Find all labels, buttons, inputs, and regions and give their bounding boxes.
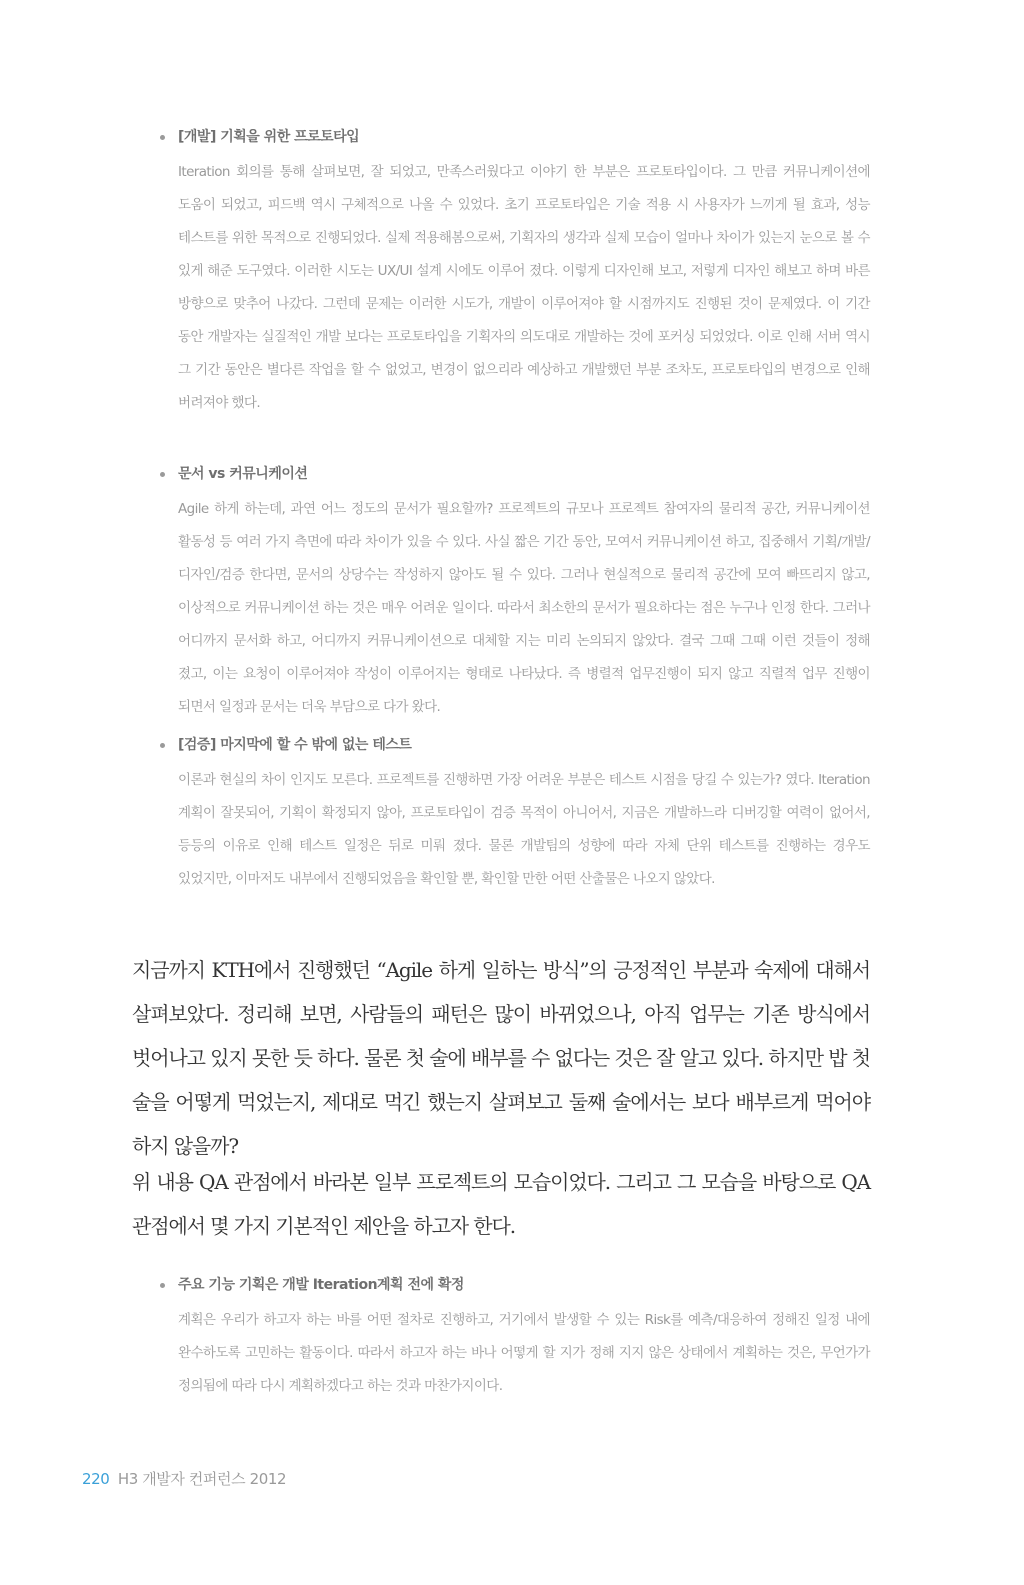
section-prototype [160,127,870,420]
main-paragraph-intro: 위 내용 QA 관점에서 바라본 일부 프로젝트의 모습이었다. 그리고 그 모습을 바탕으로 QA 관점에서 몇 가지 기본적인 제안을 하고자 한다. [132,1170,870,1238]
section-body: 계획은 우리가 하고자 하는 바를 어떤 절차로 진행하고, 거기에서 발생할 수 있는 Risk를 예측/대응하여 정해진 일정 내에 완수하도록 고민하는 활동이다. 따라서 하고자 하는 바나 어떻게 할 지가 정해 지지 않은 상태에서 계획하는 것은, 무언가가 정의됨에 따라 다시 계획하겠다고 하는 것과 마찬가지이다. [178,1312,870,1394]
bullet-icon [160,1283,165,1288]
section-documents [160,464,870,724]
section-title: [검증] 마지막에 할 수 밖에 없는 테스트 [178,737,412,753]
section-testing [160,735,870,896]
page-footer [82,1468,286,1490]
page-number: 220 [82,1470,110,1488]
section-body: 이론과 현실의 차이 인지도 모른다. 프로젝트를 진행하면 가장 어려운 부분은 테스트 시점을 당길 수 있는가? 였다. Iteration 계획이 잘못되어, 기획이 확정되지 않아, 프로토타입이 검증 목적이 아니어서, 지금은 개발하느라 디버깅할 여력이 없어서, 등등의 이유로 인해 테스트 일정은 뒤로 미뤄 졌다. 물론 개발팀의 성향에 따라 자체 단위 테스트를 진행하는 경우도 있었지만, 이마저도 내부에서 진행되었음을 확인할 뿐, 확인할 만한 어떤 산출물은 나오지 않았다. [178,772,870,887]
section-proposal [160,1275,870,1403]
bullet-icon [160,472,165,477]
section-title: [개발] 기획을 위한 프로토타입 [178,129,360,145]
section-title: 문서 vs 커뮤니케이션 [178,466,308,482]
section-body: Agile 하게 하는데, 과연 어느 정도의 문서가 필요할까? 프로젝트의 규모나 프로젝트 참여자의 물리적 공간, 커뮤니케이션 활동성 등 여러 가지 측면에 따라 차이가 있을 수 있다. 사실 짧은 기간 동안, 모여서 커뮤니케이션 하고, 집중해서 기획/개발/디자인/검증 한다면, 문서의 상당수는 작성하지 않아도 될 수 있다. 그러나 현실적으로 물리적 공간에 모여 빠뜨리지 않고, 이상적으로 커뮤니케이션 하는 것은 매우 어려운 일이다. 따라서 최소한의 문서가 필요하다는 점은 누구나 인정 한다. 그러나 어디까지 문서화 하고, 어디까지 커뮤니케이션으로 대체할 지는 미리 논의되지 않았다. 결국 그때 그때 이런 것들이 정해 졌고, 이는 요청이 이루어져야 작성이 이루어지는 형태로 나타났다. 즉 병렬적 업무진행이 되지 않고 직렬적 업무 진행이 되면서 일정과 문서는 더욱 부담으로 다가 왔다. [178,501,870,715]
main-paragraph-summary: 지금까지 KTH에서 진행했던 “Agile 하게 일하는 방식”의 긍정적인 부분과 숙제에 대해서 살펴보았다. 정리해 보면, 사람들의 패턴은 많이 바뀌었으나, 아직 업무는 기존 방식에서 벗어나고 있지 못한 듯 하다. 물론 첫 술에 배부를 수 없다는 것은 잘 알고 있다. 하지만 밥 첫 술을 어떻게 먹었는지, 제대로 먹긴 했는지 살펴보고 둘째 술에서는 보다 배부르게 먹어야 하지 않을까? [132,958,870,1158]
bullet-icon [160,743,165,748]
section-body: Iteration 회의를 통해 살펴보면, 잘 되었고, 만족스러웠다고 이야기 한 부분은 프로토타입이다. 그 만큼 커뮤니케이션에 도움이 되었고, 피드백 역시 구체적으로 나올 수 있었다. 초기 프로토타입은 기술 적용 시 사용자가 느끼게 될 효과, 성능 테스트를 위한 목적으로 진행되었다. 실제 적용해봄으로써, 기획자의 생각과 실제 모습이 얼마나 차이가 있는지 눈으로 볼 수 있게 해준 도구였다. 이러한 시도는 UX/UI 설계 시에도 이루어 졌다. 이렇게 디자인해 보고, 저렇게 디자인 해보고 하며 바른 방향으로 맞추어 나갔다. 그런데 문제는 이러한 시도가, 개발이 이루어져야 할 시점까지도 진행된 것이 문제였다. 이 기간 동안 개발자는 실질적인 개발 보다는 프로토타입을 기획자의 의도대로 개발하는 것에 포커싱 되었었다. 이로 인해 서버 역시 그 기간 동안은 별다른 작업을 할 수 없었고, 변경이 없으리라 예상하고 개발했던 부분 조차도, 프로토타입의 변경으로 인해 버려져야 했다. [178,164,870,411]
book-title: H3 개발자 컨퍼런스 2012 [117,1470,287,1488]
section-title: 주요 기능 기획은 개발 Iteration계획 전에 확정 [178,1277,464,1293]
bullet-icon [160,135,165,140]
